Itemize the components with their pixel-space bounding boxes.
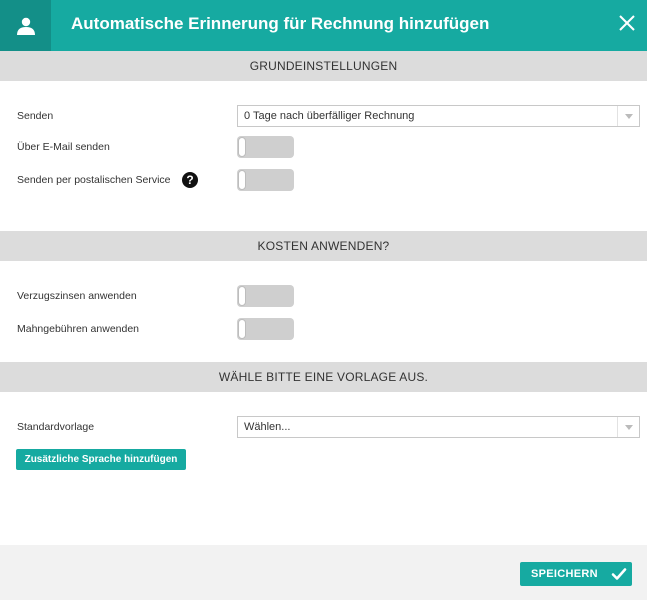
chevron-down-icon (617, 417, 639, 437)
send-label: Senden (17, 110, 54, 122)
postal-label: Senden per postalischen Service (17, 174, 171, 186)
save-button[interactable] (520, 562, 632, 586)
help-icon[interactable]: ? (182, 172, 198, 188)
checkmark-icon (611, 566, 627, 591)
standard-template-value: Wählen... (244, 421, 291, 433)
close-icon[interactable] (617, 13, 637, 33)
dialog-title: Automatische Erinnerung für Rechnung hinzufügen (71, 14, 490, 33)
add-language-button[interactable]: Zusätzliche Sprache hinzufügen (16, 449, 186, 470)
user-icon (0, 0, 51, 51)
fees-label: Mahngebühren anwenden (17, 323, 140, 335)
send-select-value: 0 Tage nach überfälliger Rechnung (244, 110, 415, 122)
save-button-label: SPEICHERN (531, 568, 598, 580)
fees-toggle[interactable] (237, 318, 294, 340)
email-label: Über E-Mail senden (17, 141, 110, 153)
section-header-template: WÄHLE BITTE EINE VORLAGE AUS. (0, 362, 647, 392)
email-toggle[interactable] (237, 136, 294, 158)
interest-toggle[interactable] (237, 285, 294, 307)
section-header-basic: GRUNDEINSTELLUNGEN (0, 51, 647, 81)
postal-toggle[interactable] (237, 169, 294, 191)
send-select[interactable] (237, 105, 640, 127)
section-header-costs: KOSTEN ANWENDEN? (0, 231, 647, 261)
dialog-header (0, 0, 647, 51)
chevron-down-icon (617, 106, 639, 126)
interest-label: Verzugszinsen anwenden (17, 290, 137, 302)
standard-template-select[interactable] (237, 416, 640, 438)
standard-template-label: Standardvorlage (17, 421, 95, 433)
